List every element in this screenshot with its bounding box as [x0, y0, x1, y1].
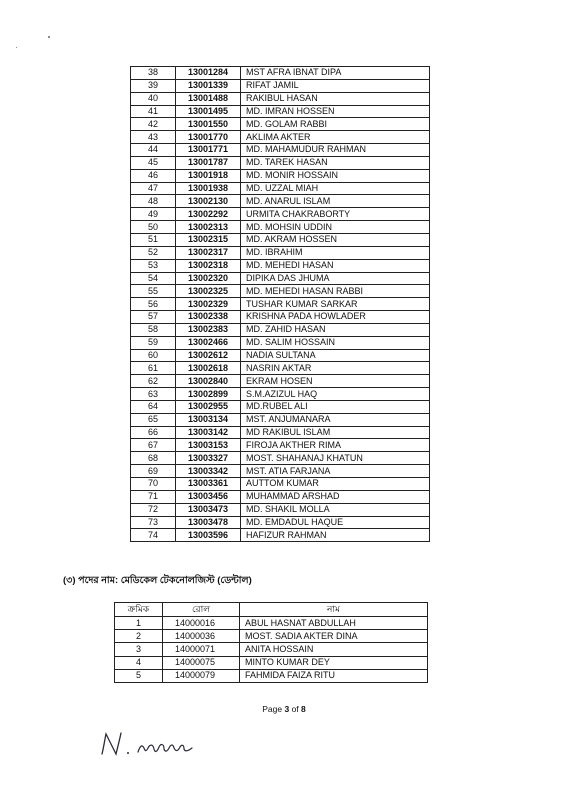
- serial-cell: 40: [131, 92, 176, 105]
- serial-cell: 58: [131, 323, 176, 336]
- name-cell: NADIA SULTANA: [241, 349, 430, 362]
- serial-cell: 53: [131, 259, 176, 272]
- page-of: of: [291, 704, 299, 714]
- table-row: [131, 233, 430, 246]
- name-cell: MD RAKIBUL ISLAM: [241, 426, 430, 439]
- table-row: [131, 465, 430, 478]
- table-row: [131, 144, 430, 157]
- name-cell: MD. TAREK HASAN: [241, 156, 430, 169]
- serial-cell: 43: [131, 131, 176, 144]
- table-row: [131, 323, 430, 336]
- serial-cell: 50: [131, 221, 176, 234]
- table-row: [131, 195, 430, 208]
- roll-cell: 13002317: [176, 246, 241, 259]
- roll-cell: 13002292: [176, 208, 241, 221]
- serial-cell: 41: [131, 105, 176, 118]
- roll-cell: 13002329: [176, 298, 241, 311]
- name-cell: HAFIZUR RAHMAN: [241, 529, 430, 542]
- serial-cell: 46: [131, 169, 176, 182]
- serial-cell: 68: [131, 452, 176, 465]
- serial-cell: 74: [131, 529, 176, 542]
- roll-cell: 13001938: [176, 182, 241, 195]
- table-row: [131, 503, 430, 516]
- serial-cell: 64: [131, 400, 176, 413]
- table-row: [131, 426, 430, 439]
- table-row: [131, 375, 430, 388]
- name-cell: MD. SHAKIL MOLLA: [241, 503, 430, 516]
- serial-cell: 71: [131, 490, 176, 503]
- roll-cell: 14000036: [163, 630, 240, 643]
- roll-cell: 13002466: [176, 336, 241, 349]
- table-row: [115, 643, 428, 656]
- serial-cell: 54: [131, 272, 176, 285]
- serial-cell: 57: [131, 311, 176, 324]
- name-cell: MUHAMMAD ARSHAD: [241, 490, 430, 503]
- table-row: [131, 221, 430, 234]
- roll-cell: 13002840: [176, 375, 241, 388]
- name-cell: MD.RUBEL ALI: [241, 400, 430, 413]
- roll-cell: 13002612: [176, 349, 241, 362]
- table-row: [131, 452, 430, 465]
- table-row: [131, 478, 430, 491]
- roll-cell: 13003327: [176, 452, 241, 465]
- table-row: [131, 272, 430, 285]
- serial-cell: 1: [115, 617, 163, 630]
- name-cell: RAKIBUL HASAN: [241, 92, 430, 105]
- serial-cell: 55: [131, 285, 176, 298]
- name-cell: MD. ANARUL ISLAM: [241, 195, 430, 208]
- table-row: [115, 630, 428, 643]
- name-cell: MD. SALIM HOSSAIN: [241, 336, 430, 349]
- serial-cell: 51: [131, 233, 176, 246]
- serial-cell: 3: [115, 643, 163, 656]
- table-row: [115, 669, 428, 682]
- name-cell: MST. ANJUMANARA: [241, 413, 430, 426]
- serial-cell: 65: [131, 413, 176, 426]
- serial-cell: 4: [115, 656, 163, 669]
- serial-cell: 69: [131, 465, 176, 478]
- roll-cell: 13002315: [176, 233, 241, 246]
- serial-cell: 49: [131, 208, 176, 221]
- name-cell: AKLIMA AKTER: [241, 131, 430, 144]
- page-current: 3: [284, 704, 290, 714]
- roll-cell: 13002130: [176, 195, 241, 208]
- roll-cell: 13002618: [176, 362, 241, 375]
- serial-cell: 48: [131, 195, 176, 208]
- handwritten-signature: [98, 728, 238, 762]
- name-cell: MD. MOHSIN UDDIN: [241, 221, 430, 234]
- serial-cell: 70: [131, 478, 176, 491]
- roll-cell: 14000071: [163, 643, 240, 656]
- table-row: [131, 285, 430, 298]
- header-roll: রোল: [163, 603, 240, 617]
- name-cell: TUSHAR KUMAR SARKAR: [241, 298, 430, 311]
- table-row: [115, 617, 428, 630]
- scan-speck: [48, 36, 50, 38]
- serial-cell: 62: [131, 375, 176, 388]
- table-header-row: [115, 603, 428, 617]
- table-row: [131, 259, 430, 272]
- serial-cell: 67: [131, 439, 176, 452]
- name-cell: S.M.AZIZUL HAQ: [241, 388, 430, 401]
- roll-cell: 13001284: [176, 67, 241, 80]
- roll-cell: 13001787: [176, 156, 241, 169]
- roll-cell: 14000075: [163, 656, 240, 669]
- name-cell: MD. EMDADUL HAQUE: [241, 516, 430, 529]
- table-row: [131, 67, 430, 80]
- roll-cell: 14000079: [163, 669, 240, 682]
- table-row: [131, 490, 430, 503]
- table-row: [131, 105, 430, 118]
- name-cell: MST. ATIA FARJANA: [241, 465, 430, 478]
- serial-cell: 66: [131, 426, 176, 439]
- candidate-table-2-body: [115, 617, 428, 683]
- name-cell: KRISHNA PADA HOWLADER: [241, 311, 430, 324]
- serial-cell: 38: [131, 67, 176, 80]
- name-cell: MINTO KUMAR DEY: [240, 656, 428, 669]
- page-word: Page: [262, 704, 283, 714]
- candidate-table-2: [114, 602, 428, 683]
- roll-cell: 13003456: [176, 490, 241, 503]
- table-row: [131, 92, 430, 105]
- roll-cell: 13001495: [176, 105, 241, 118]
- name-cell: MD. IBRAHIM: [241, 246, 430, 259]
- name-cell: MD. MAHAMUDUR RAHMAN: [241, 144, 430, 157]
- serial-cell: 47: [131, 182, 176, 195]
- roll-cell: 13001488: [176, 92, 241, 105]
- name-cell: AUTTOM KUMAR: [241, 478, 430, 491]
- roll-cell: 13003361: [176, 478, 241, 491]
- table-row: [131, 208, 430, 221]
- table-row: [131, 516, 430, 529]
- roll-cell: 13001550: [176, 118, 241, 131]
- table-row: [131, 413, 430, 426]
- name-cell: MD. MEHEDI HASAN: [241, 259, 430, 272]
- post-name-heading: (৩) পদের নাম: মেডিকেল টেকনোলজিস্ট (ডেন্টাল): [63, 575, 252, 586]
- roll-cell: 13003473: [176, 503, 241, 516]
- table-row: [131, 362, 430, 375]
- serial-cell: 5: [115, 669, 163, 682]
- name-cell: URMITA CHAKRABORTY: [241, 208, 430, 221]
- name-cell: MOST. SADIA AKTER DINA: [240, 630, 428, 643]
- table-row: [131, 169, 430, 182]
- table-row: [131, 388, 430, 401]
- roll-cell: 13002325: [176, 285, 241, 298]
- name-cell: MD. IMRAN HOSSEN: [241, 105, 430, 118]
- serial-cell: 45: [131, 156, 176, 169]
- name-cell: MD. MONIR HOSSAIN: [241, 169, 430, 182]
- roll-cell: 13003342: [176, 465, 241, 478]
- scan-speck: [16, 47, 17, 48]
- serial-cell: 39: [131, 79, 176, 92]
- page-footer: [0, 704, 568, 714]
- header-name: নাম: [240, 603, 428, 617]
- roll-cell: 13001770: [176, 131, 241, 144]
- name-cell: MST AFRA IBNAT DIPA: [241, 67, 430, 80]
- candidate-table-1: [130, 66, 430, 542]
- serial-cell: 2: [115, 630, 163, 643]
- roll-cell: 13002313: [176, 221, 241, 234]
- name-cell: MD. AKRAM HOSSEN: [241, 233, 430, 246]
- table-row: [131, 349, 430, 362]
- roll-cell: 13002899: [176, 388, 241, 401]
- table-row: [131, 439, 430, 452]
- serial-cell: 56: [131, 298, 176, 311]
- roll-cell: 13003142: [176, 426, 241, 439]
- table-row: [131, 156, 430, 169]
- name-cell: MD. MEHEDI HASAN RABBI: [241, 285, 430, 298]
- serial-cell: 61: [131, 362, 176, 375]
- serial-cell: 73: [131, 516, 176, 529]
- roll-cell: 14000016: [163, 617, 240, 630]
- serial-cell: 60: [131, 349, 176, 362]
- name-cell: EKRAM HOSEN: [241, 375, 430, 388]
- table-row: [131, 118, 430, 131]
- roll-cell: 13003134: [176, 413, 241, 426]
- roll-cell: 13002383: [176, 323, 241, 336]
- name-cell: ABUL HASNAT ABDULLAH: [240, 617, 428, 630]
- roll-cell: 13001339: [176, 79, 241, 92]
- roll-cell: 13001918: [176, 169, 241, 182]
- table-row: [131, 400, 430, 413]
- table-row: [131, 79, 430, 92]
- name-cell: MOST. SHAHANAJ KHATUN: [241, 452, 430, 465]
- table-row: [131, 311, 430, 324]
- page-total: 8: [301, 704, 306, 714]
- name-cell: DIPIKA DAS JHUMA: [241, 272, 430, 285]
- serial-cell: 59: [131, 336, 176, 349]
- roll-cell: 13002955: [176, 400, 241, 413]
- table-row: [131, 336, 430, 349]
- roll-cell: 13001771: [176, 144, 241, 157]
- candidate-table-1-body: [131, 67, 430, 542]
- serial-cell: 63: [131, 388, 176, 401]
- table-row: [131, 298, 430, 311]
- roll-cell: 13003478: [176, 516, 241, 529]
- serial-cell: 52: [131, 246, 176, 259]
- roll-cell: 13002320: [176, 272, 241, 285]
- serial-cell: 44: [131, 144, 176, 157]
- name-cell: RIFAT JAMIL: [241, 79, 430, 92]
- serial-cell: 42: [131, 118, 176, 131]
- roll-cell: 13002318: [176, 259, 241, 272]
- roll-cell: 13003153: [176, 439, 241, 452]
- table-row: [115, 656, 428, 669]
- table-row: [131, 131, 430, 144]
- table-row: [131, 182, 430, 195]
- name-cell: FAHMIDA FAIZA RITU: [240, 669, 428, 682]
- header-serial: ক্রমিক: [115, 603, 163, 617]
- name-cell: MD. ZAHID HASAN: [241, 323, 430, 336]
- table-row: [131, 529, 430, 542]
- name-cell: FIROJA AKTHER RIMA: [241, 439, 430, 452]
- roll-cell: 13002338: [176, 311, 241, 324]
- roll-cell: 13003596: [176, 529, 241, 542]
- name-cell: MD. GOLAM RABBI: [241, 118, 430, 131]
- name-cell: NASRIN AKTAR: [241, 362, 430, 375]
- serial-cell: 72: [131, 503, 176, 516]
- name-cell: ANITA HOSSAIN: [240, 643, 428, 656]
- table-row: [131, 246, 430, 259]
- name-cell: MD. UZZAL MIAH: [241, 182, 430, 195]
